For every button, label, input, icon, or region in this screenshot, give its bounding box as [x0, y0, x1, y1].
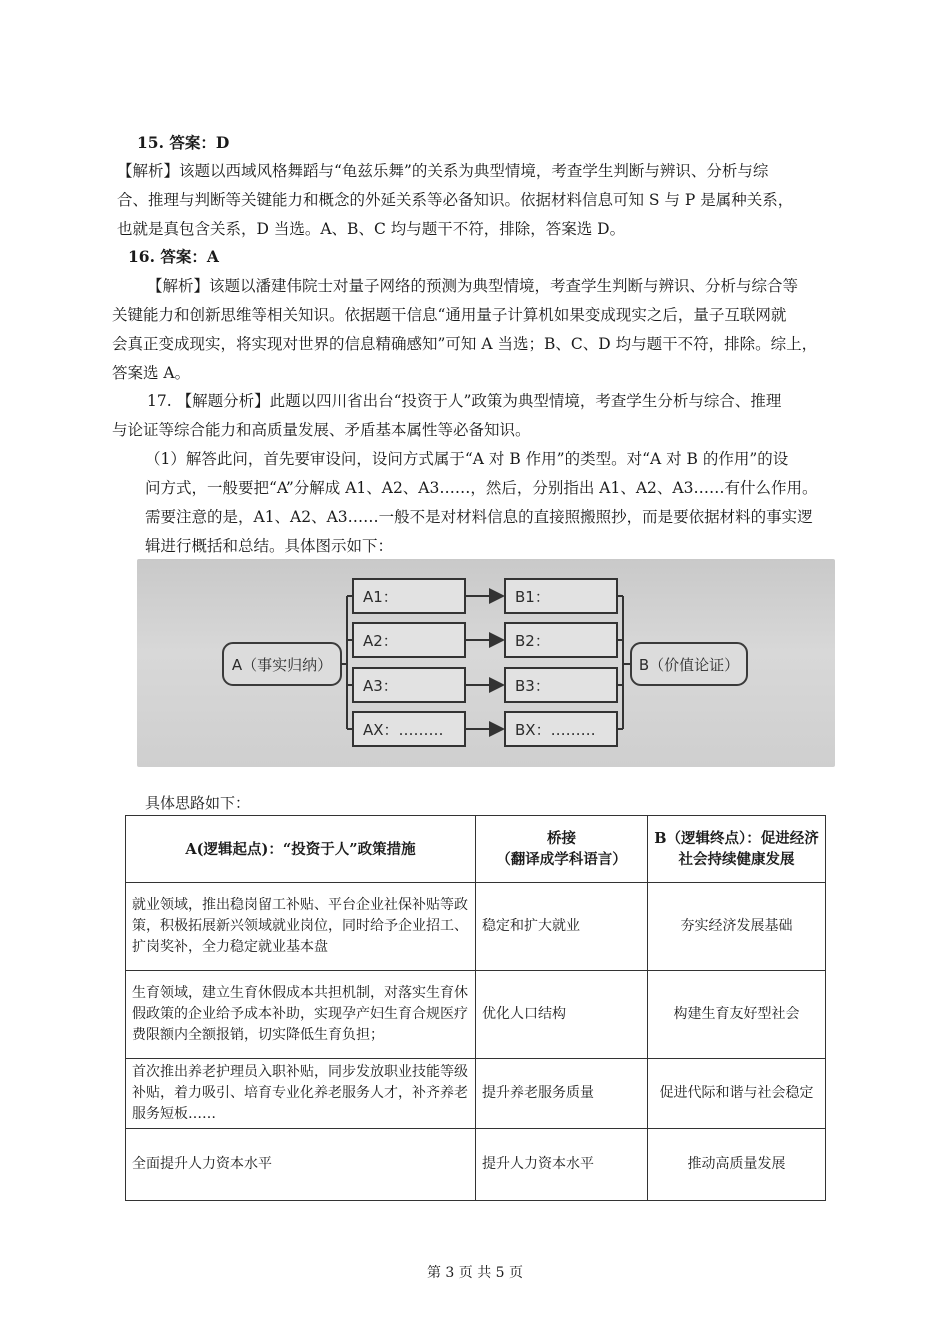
table-row: [126, 883, 826, 971]
row2-measure: 生育领域，建立生育休假成本共担机制，对落实生育休假政策的企业给予成本补助，实现孕产妇生育合规医疗费限额内全额报销，切实降低生育负担；: [126, 971, 476, 1059]
box-a2-label: A2：: [363, 632, 398, 650]
row1-outcome: 夯实经济发展基础: [648, 883, 826, 971]
box-b3-label: B3：: [515, 677, 550, 695]
header-b: B（逻辑终点）：促进经济社会持续健康发展: [648, 816, 826, 883]
box-b1: [505, 579, 617, 613]
q15-answer: 15. 答案：D: [137, 133, 230, 152]
box-a2: [353, 623, 465, 657]
q16-line-2: 关键能力和创新思维等相关知识。依据题干信息“通用量子计算机如果变成现实之后，量子互联网就: [112, 306, 787, 324]
table-header-row: [126, 816, 826, 883]
q17-line-2: 与论证等综合能力和高质量发展、矛盾基本属性等必备知识。: [112, 421, 531, 439]
table-row: [126, 1059, 826, 1129]
row4-measure: 全面提升人力资本水平: [126, 1129, 476, 1201]
box-ax-label: AX：………: [363, 721, 444, 739]
header-a: A(逻辑起点)：“投资于人”政策措施: [126, 816, 476, 883]
box-a-main-label: A（事实归纳）: [231, 656, 333, 674]
table-row: [126, 971, 826, 1059]
approach-table: [125, 815, 826, 1201]
box-a1: [353, 579, 465, 613]
q15-line-3: 也就是真包含关系，D 当选。A、B、C 均与题干不符，排除，答案选 D。: [117, 220, 626, 238]
row2-bridge: 优化人口结构: [476, 971, 648, 1059]
q17-line-1: 17. 【解题分析】此题以四川省出台“投资于人”政策为典型情境，考查学生分析与综合、推理: [147, 392, 782, 410]
box-a3: [353, 668, 465, 702]
row1-bridge: 稳定和扩大就业: [476, 883, 648, 971]
box-b2-label: B2：: [515, 632, 550, 650]
q16-answer: 16. 答案：A: [128, 247, 219, 266]
box-b2: [505, 623, 617, 657]
box-ax: [353, 712, 465, 746]
row2-outcome: 构建生育友好型社会: [648, 971, 826, 1059]
page-footer: 第 3 页 共 5 页: [426, 1265, 524, 1281]
detail-label: 具体思路如下：: [145, 794, 251, 812]
q16-line-3: 会真正变成现实，将实现对世界的信息精确感知”可知 A 当选；B、C、D 均与题干不符，排除。综上，: [112, 335, 818, 353]
box-b1-label: B1：: [515, 588, 550, 606]
table-row: [126, 1129, 826, 1201]
row3-bridge: 提升养老服务质量: [476, 1059, 648, 1129]
box-bx: [505, 712, 617, 746]
q17-line-6: 辑进行概括和总结。具体图示如下：: [145, 537, 394, 555]
logic-diagram: [137, 559, 835, 767]
row1-measure: 就业领域，推出稳岗留工补贴、平台企业社保补贴等政策，积极拓展新兴领域就业岗位，同时给予企业招工、扩岗奖补，全力稳定就业基本盘: [126, 883, 476, 971]
q16-line-4: 答案选 A。: [112, 364, 191, 382]
box-b-main-label: B（价值论证）: [638, 656, 740, 674]
q17-line-5: 需要注意的是，A1、A2、A3……一般不是对材料信息的直接照搬照抄，而是要依据材料的事实逻: [145, 508, 813, 526]
q17-line-4: 问方式，一般要把“A”分解成 A1、A2、A3……，然后，分别指出 A1、A2、A3……有什么作用。: [145, 479, 818, 497]
q16-line-1: 【解析】该题以潘建伟院士对量子网络的预测为典型情境，考查学生判断与辨识、分析与综合等: [147, 277, 799, 295]
row4-bridge: 提升人力资本水平: [476, 1129, 648, 1201]
box-a3-label: A3：: [363, 677, 398, 695]
row4-outcome: 推动高质量发展: [648, 1129, 826, 1201]
row3-outcome: 促进代际和谐与社会稳定: [648, 1059, 826, 1129]
logic-diagram-svg: [137, 559, 835, 767]
q15-line-1: 【解析】该题以西域风格舞蹈与“龟兹乐舞”的关系为典型情境，考查学生判断与辨识、分析与综: [117, 162, 769, 180]
box-bx-label: BX：………: [515, 721, 596, 739]
q17-line-3: （1）解答此问，首先要审设问，设问方式属于“A 对 B 作用”的类型。对“A 对 B 的作用”的设: [145, 450, 789, 468]
box-b3: [505, 668, 617, 702]
row3-measure: 首次推出养老护理员入职补贴，同步发放职业技能等级补贴，着力吸引、培育专业化养老服务人才，补齐养老服务短板……: [126, 1059, 476, 1129]
q15-line-2: 合、推理与判断等关键能力和概念的外延关系等必备知识。依据材料信息可知 S 与 P 是属种关系，: [117, 191, 794, 209]
box-a1-label: A1：: [363, 588, 398, 606]
header-bridge: 桥接 （翻译成学科语言）: [476, 816, 648, 883]
